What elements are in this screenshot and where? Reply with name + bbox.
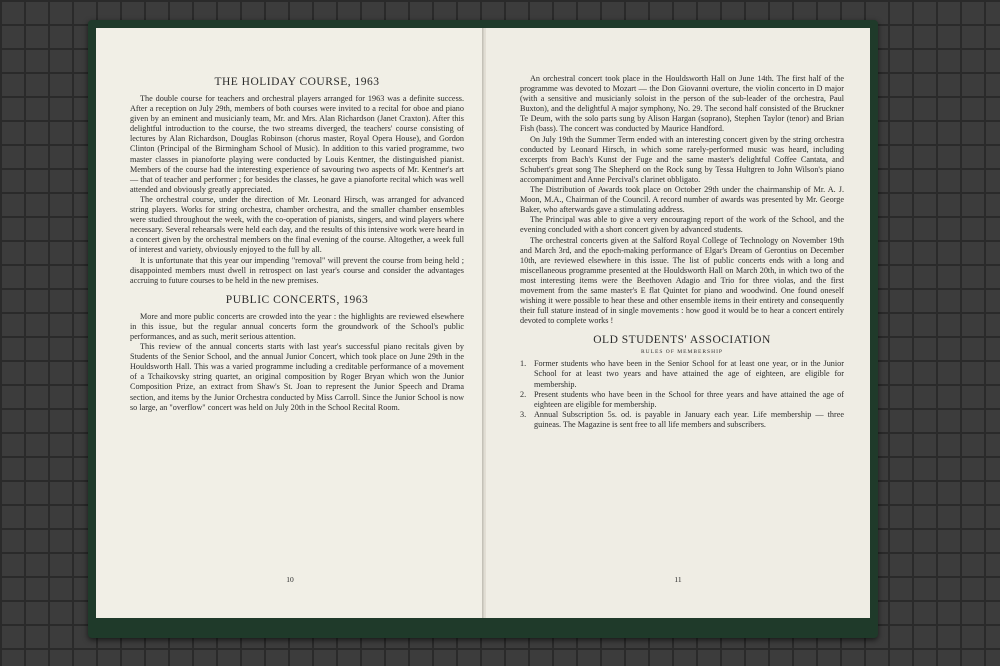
public-concerts-heading: PUBLIC CONCERTS, 1963	[225, 293, 369, 306]
rules-list	[520, 359, 844, 430]
concerts-paragraph-1: An orchestral concert took place in the Houldsworth Hall on June 14th. The first half of the programme was devoted to Mozart — the Don Giovanni overture, the violin concerto in D major (with a sensitive and musicianly soloist in the person of the sub-leader of the orchestra, Paul Buxton), and the delightful A major symphony, No. 29. The second half consisted of the Bruckner Te Deum, with the solo parts sung by Alison Hargan (soprano), Stephen Taylor (tenor) and Brian Fish (bass). The concert was conducted by Maurice Handford.	[520, 74, 844, 134]
rule-text: Annual Subscription 5s. od. is payable in January each year. Life membership — three guineas. The Magazine is sent free to all life members and subscribers.	[534, 409, 844, 429]
public-concerts-paragraph-1: More and more public concerts are crowded into the year : the highlights are reviewed elsewhere in this issue, but the regular annual concerts form the groundwork of the School's public performances, and as such, merit serious attention.	[130, 311, 464, 341]
concerts-paragraph-2: On July 19th the Summer Term ended with an interesting concert given by the string orchestra conducted by Leonard Hirsch, in which some rarely-performed music was heard, including excerpts from Bach's Kunst der Fuge and the same master's delightful Coffee Cantata, and Schubert's great song The Shepherd on the Rock sung by Tessa Hultgren to John Wilson's piano accompaniment and Anne Percival's clarinet obbligato.	[520, 134, 844, 184]
rule-number: 1.	[520, 359, 527, 369]
holiday-course-paragraph-1: The double course for teachers and orchestral players arranged for 1963 was a definite success. After a reception on July 29th, members of both courses were invited to a recital for oboe and piano given by an eminent and musicianly team, Mr. and Mrs. Alan Richardson (Janet Craxton). After this delightful introduction to the course, the two streams diverged, the teachers' course consisting of lectures by Alan Richardson, Douglas Robinson (chorus master, Royal Opera House), and Gordon Clinton (Principal of the Birmingham School of Music). In addition to this varied programme, two master classes in pianoforte playing were conducted by Louis Kentner, the distinguished pianist. Members of the course had the interesting experience of savouring two aspects of Mr. Kentner's art — that of teacher and performer ; for besides the classes, he gave a pianoforte recital which was well attended and obviously greatly appreciated.	[130, 94, 464, 194]
rule-item	[520, 390, 844, 410]
rule-text: Present students who have been in the School for three years and have attained the age of eighteen are eligible for membership.	[534, 389, 844, 409]
holiday-course-paragraph-2: The orchestral course, under the direction of Mr. Leonard Hirsch, was arranged for advanced string players. Works for string orchestra, chamber orchestra, and the smaller chamber ensembles were studied throughout the week, with the co-operation of pianists, singers, and wind players where necessary. Several rehearsals were held each day, and the results of this intensive work were heard in a concert given by the orchestral members on the final evening of the course. Altogether, a week full of interest and variety, obviously enjoyed to the full by all.	[130, 194, 464, 255]
rule-text: Former students who have been in the Senior School for at least one year, or in the Junior School for at least two years and have attained the age of eighteen, are eligible for membership.	[534, 359, 844, 389]
rule-number: 3.	[520, 409, 527, 419]
concerts-paragraph-4: The Principal was able to give a very encouraging report of the work of the School, and the evening concluded with a short concert given by advanced students.	[520, 215, 844, 235]
rule-item	[520, 359, 844, 389]
rules-subheading: RULES OF MEMBERSHIP	[641, 349, 723, 356]
holiday-course-heading: THE HOLIDAY COURSE, 1963	[214, 76, 380, 88]
page-number-left: 10	[286, 575, 294, 584]
concerts-paragraph-5: The orchestral concerts given at the Salford Royal College of Technology on November 19th and March 3rd, and the epoch-making performance of Elgar's Dream of Gerontius on December 10th, are reviewed elsewhere in this issue. The list of public concerts ends with a long and miscellaneous programme presented at the Houldsworth Hall on March 20th, in which two of the most interesting items were the Beethoven Adagio and Trio for three violas, and the first movement from the same master's E flat Quintet for piano and woodwind. One found oneself wishing it were possible to hear these and other ensemble items in their entirety and consequently their full stature instead of in single movements : how good it would be to hear a concert entirely devoted to complete works !	[520, 235, 844, 326]
old-students-heading: OLD STUDENTS' ASSOCIATION	[593, 334, 771, 347]
left-page	[96, 28, 484, 618]
rule-item	[520, 410, 844, 430]
right-page	[486, 28, 870, 618]
public-concerts-paragraph-2: This review of the annual concerts starts with last year's successful piano recitals given by Students of the Senior School, and the annual Junior Concert, which took place on June 29th in the Houldsworth Hall. This was a varied programme including a creditable performance of a movement of a Tchaikovsky string quartet, an original composition by Roger Bryan which won the Junior Composition Prize, an extract from Shaw's St. Joan to represent the Junior Speech and Drama section, and items by the Junior Orchestra conducted by Miss Carroll. Since the Junior School is now so large, an "overflow" concert was held on July 20th in the School Recital Room.	[130, 342, 464, 412]
concerts-paragraph-3: The Distribution of Awards took place on October 29th under the chairmanship of Mr. A. J. Moon, M.A., Chairman of the Council. A record number of awards was presented by Mr. George Baker, who afterwards gave a stimulating address.	[520, 185, 844, 215]
page-number-right: 11	[674, 575, 682, 584]
rule-number: 2.	[520, 389, 527, 399]
holiday-course-paragraph-3: It is unfortunate that this year our impending "removal" will prevent the course from being held ; disappointed members must dwell in retrospect on last year's course and consider the advantages accruing to future courses to be held in the new premises.	[130, 255, 464, 285]
